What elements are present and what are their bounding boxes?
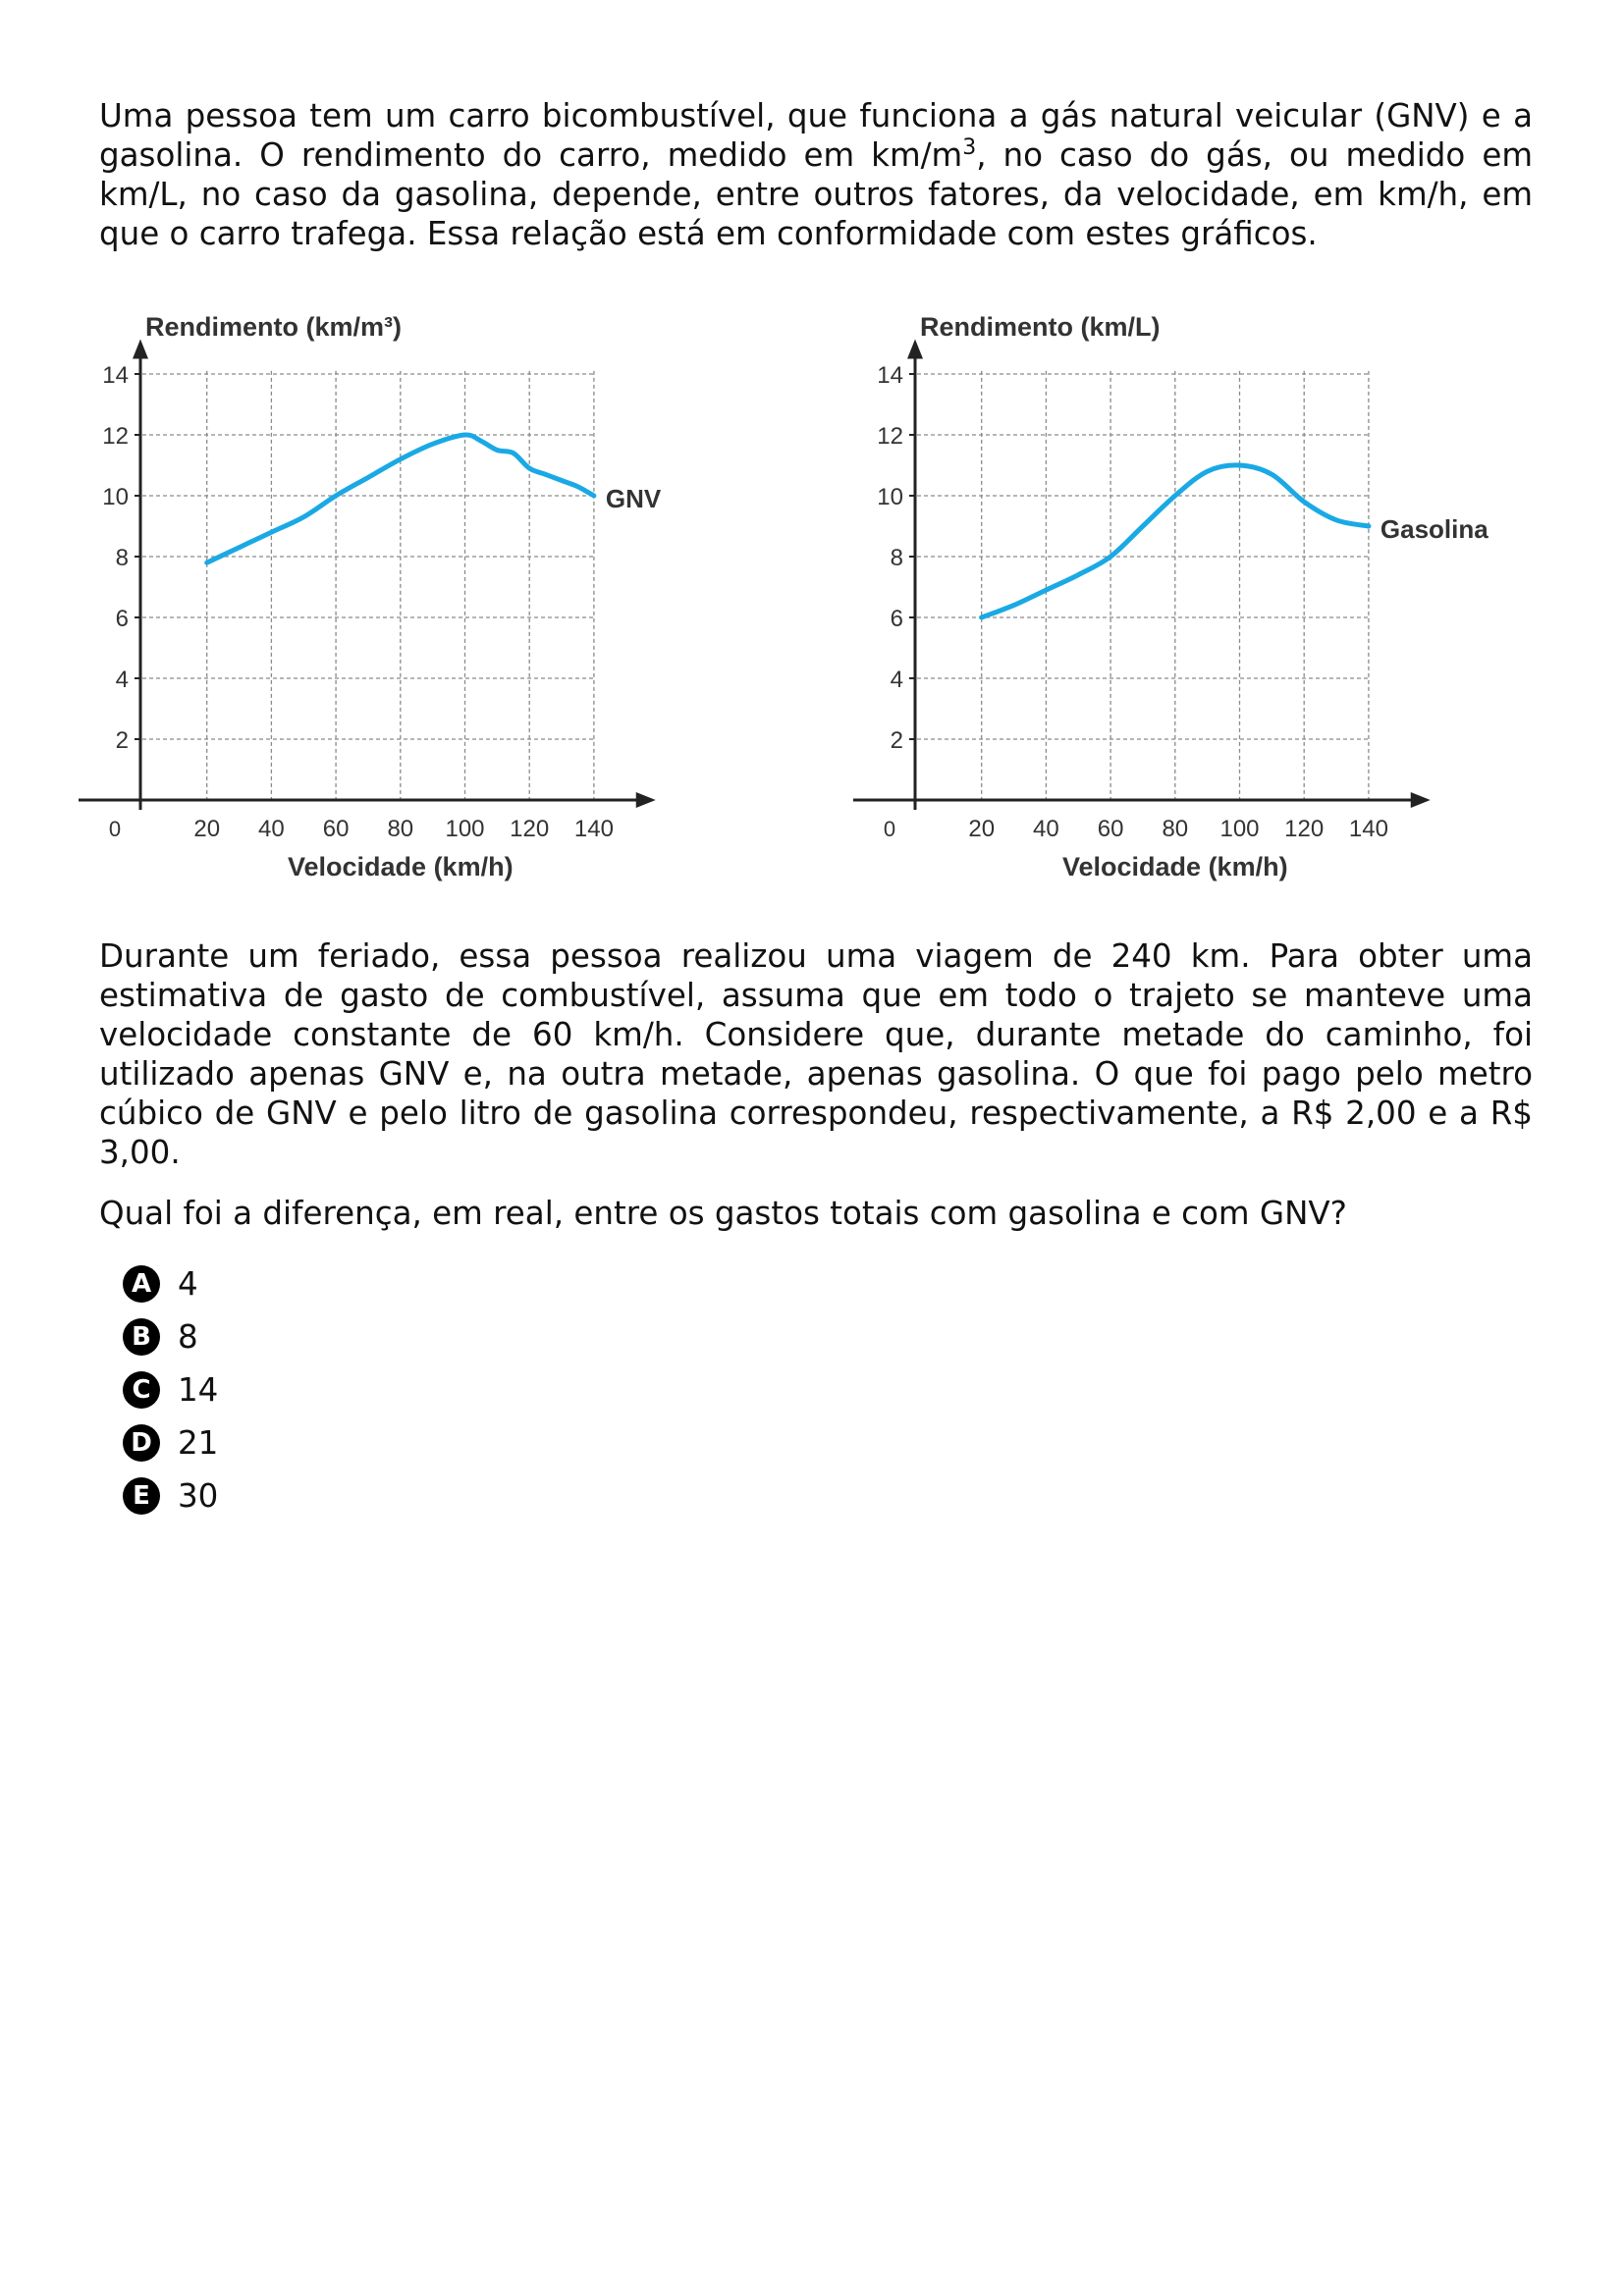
series-label: Gasolina bbox=[1380, 514, 1489, 544]
option-e[interactable] bbox=[123, 1469, 218, 1522]
y-tick-label: 2 bbox=[890, 727, 903, 754]
intro-text-b: , no caso do gás, ou medido em km/L, no caso da gasolina, depende, entre outros fatores, da velocidade, em km/h, em que o carro trafega. Essa relação está em conformidade com estes gráficos. bbox=[99, 136, 1533, 252]
answer-options bbox=[123, 1257, 218, 1522]
option-letter-badge: E bbox=[123, 1477, 160, 1515]
option-a[interactable] bbox=[123, 1257, 218, 1310]
x-tick-label: 60 bbox=[1097, 816, 1124, 842]
x-tick-label: 60 bbox=[322, 816, 350, 842]
x-tick-label: 80 bbox=[1162, 816, 1189, 842]
option-letter-badge: B bbox=[123, 1318, 160, 1356]
y-tick-label: 8 bbox=[115, 545, 129, 571]
option-text: 21 bbox=[178, 1424, 219, 1462]
y-tick-label: 12 bbox=[877, 423, 903, 450]
y-axis-arrow-icon bbox=[907, 340, 923, 359]
y-axis-label: Rendimento (km/m³) bbox=[145, 312, 403, 342]
x-tick-label: 140 bbox=[573, 816, 614, 842]
option-d[interactable] bbox=[123, 1416, 218, 1469]
x-tick-label: 140 bbox=[1348, 816, 1388, 842]
x-axis-label: Velocidade (km/h) bbox=[1062, 852, 1288, 881]
x-axis-label: Velocidade (km/h) bbox=[288, 852, 514, 881]
x-tick-label: 100 bbox=[1219, 816, 1260, 842]
y-tick-label: 8 bbox=[890, 545, 903, 571]
y-tick-label: 4 bbox=[890, 667, 903, 693]
x-tick-label: 40 bbox=[1033, 816, 1059, 842]
y-tick-label: 10 bbox=[877, 484, 903, 510]
y-tick-label: 6 bbox=[115, 606, 129, 632]
chart-gasolina bbox=[853, 294, 1560, 903]
y-tick-label: 2 bbox=[115, 727, 129, 754]
origin-label: 0 bbox=[108, 817, 122, 841]
chart-gasolina-svg bbox=[853, 294, 1560, 903]
x-axis-arrow-icon bbox=[636, 792, 656, 808]
x-tick-label: 20 bbox=[968, 816, 996, 842]
y-tick-label: 10 bbox=[102, 484, 129, 510]
question-scenario: Durante um feriado, essa pessoa realizou uma viagem de 240 km. Para obter uma estimativa de gasto de combustível, assuma que em todo o trajeto se manteve uma velocidade constante de 60 km/h. Considere que, durante metade do caminho, foi utilizado apenas GNV e, na outra metade, apenas gasolina. O que foi pago pelo metro cúbico de GNV e pelo litro de gasolina correspondeu, respectivamente, a R$ 2,00 e a R$ 3,00. bbox=[99, 937, 1533, 1171]
x-tick-label: 20 bbox=[193, 816, 221, 842]
y-tick-label: 14 bbox=[102, 362, 129, 389]
x-tick-label: 100 bbox=[445, 816, 485, 842]
intro-text-a: Uma pessoa tem um carro bicombustível, que funciona a gás natural veicular (GNV) e a gasolina. O rendimento do carro, medido em km/m bbox=[99, 97, 1533, 174]
option-text: 14 bbox=[178, 1371, 219, 1409]
question-prompt: Qual foi a diferença, em real, entre os gastos totais com gasolina e com GNV? bbox=[99, 1195, 1347, 1232]
y-axis-label: Rendimento (km/L) bbox=[920, 312, 1161, 342]
x-tick-label: 120 bbox=[510, 816, 550, 842]
x-tick-label: 80 bbox=[387, 816, 414, 842]
y-tick-label: 12 bbox=[102, 423, 129, 450]
y-axis-arrow-icon bbox=[133, 340, 148, 359]
origin-label: 0 bbox=[883, 817, 896, 841]
option-b[interactable] bbox=[123, 1310, 218, 1363]
y-tick-label: 6 bbox=[890, 606, 903, 632]
y-tick-label: 4 bbox=[115, 667, 129, 693]
option-c[interactable] bbox=[123, 1363, 218, 1416]
question-intro bbox=[99, 96, 1533, 253]
x-tick-label: 120 bbox=[1284, 816, 1325, 842]
option-letter-badge: C bbox=[123, 1371, 160, 1409]
intro-superscript: 3 bbox=[962, 135, 977, 161]
chart-gnv-svg bbox=[79, 294, 785, 903]
y-tick-label: 14 bbox=[877, 362, 903, 389]
x-tick-label: 40 bbox=[258, 816, 285, 842]
option-text: 30 bbox=[178, 1477, 219, 1515]
x-axis-arrow-icon bbox=[1411, 792, 1431, 808]
series-label: GNV bbox=[605, 484, 662, 513]
option-letter-badge: A bbox=[123, 1265, 160, 1303]
option-text: 8 bbox=[178, 1318, 198, 1356]
chart-gnv bbox=[79, 294, 785, 903]
option-letter-badge: D bbox=[123, 1424, 160, 1462]
option-text: 4 bbox=[178, 1265, 198, 1303]
